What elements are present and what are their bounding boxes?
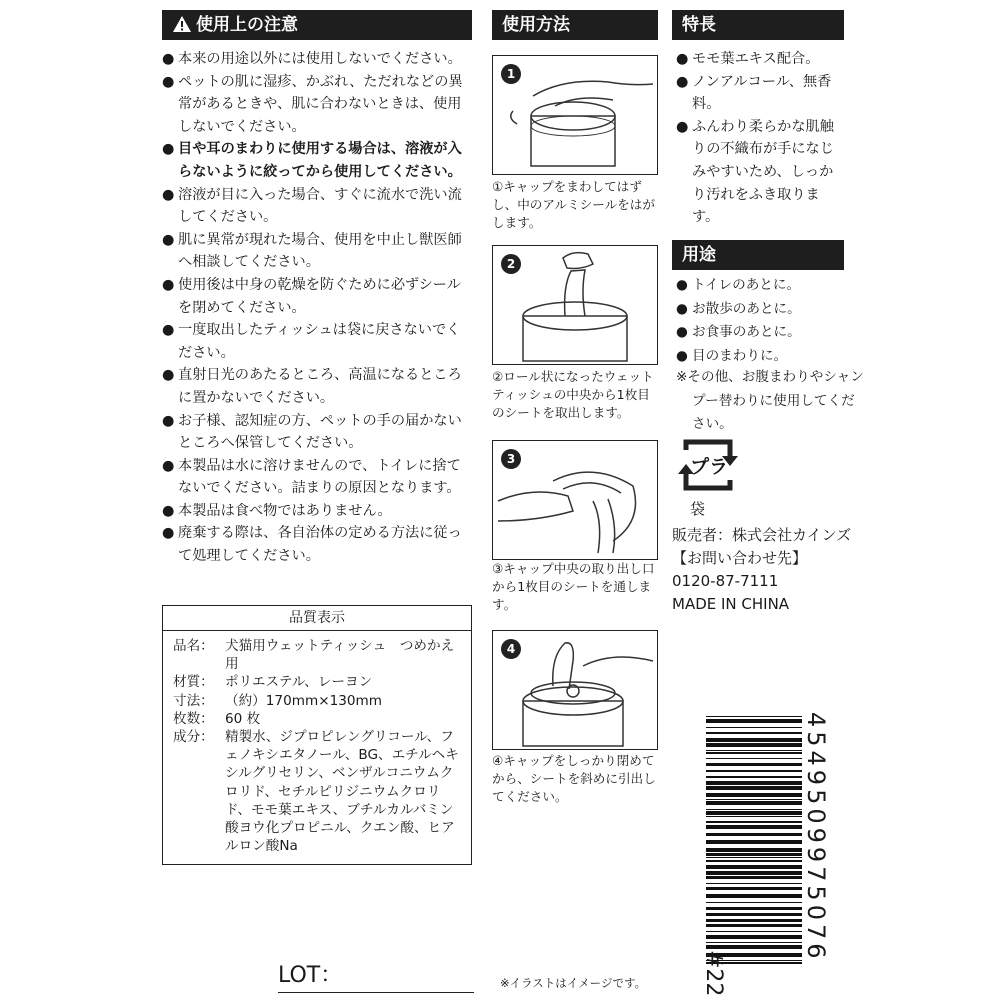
feature-item [676,48,842,71]
use-item [676,345,846,369]
barcode-bar [706,825,802,829]
step-2-caption: ②ロール状になったウェットティッシュの中央から1枚目のシートを取出します。 [492,369,654,420]
caution-item [162,138,472,183]
quality-row [173,673,471,691]
features-list [676,48,842,229]
barcode-number: 4549509975076 [802,712,830,963]
caution-item [162,48,472,71]
barcode-bar [706,840,802,844]
barcode-bar [706,887,802,890]
caution-item-text: 廃棄する際は、各自治体の定める方法に従って処理してください。 [178,525,462,565]
barcode-bar [706,743,802,747]
barcode-bar [706,833,802,836]
barcode-bar [706,907,802,910]
caution-item-text: 直射日光のあたるところ、高温になるところに置かないでください。 [178,367,462,406]
bullet-icon: ● [162,367,175,384]
bullet-icon: ● [162,457,175,474]
step-4-caption: ④キャップをしっかり閉めてから、シートを斜めに引出してください。 [492,753,656,804]
quality-title: 品質表示 [163,606,471,631]
use-item [676,274,846,298]
caution-item [162,364,472,409]
step-1-illustration [492,55,658,175]
bullet-icon: ● [676,73,689,90]
feature-item-text: モモ葉エキス配合。 [692,51,820,67]
barcode-bar [706,876,802,879]
barcode-bar [706,716,802,717]
barcode-bar [706,799,802,800]
uses-note: ※その他、お腹まわりやシャンプー替わりに使用してください。 [676,369,864,433]
use-item-text: お散歩のあとに。 [692,300,801,317]
seller-name: 販売者：株式会社カインズ [672,526,852,544]
uses-header [672,240,844,270]
barcode-bar [706,786,802,790]
caution-item-text: 本製品は食べ物ではありません。 [178,502,392,519]
caution-item [162,522,472,567]
barcode-bar [706,902,802,903]
barcode-bar [706,853,802,856]
barcode-bar [706,857,802,858]
caution-item [162,184,472,229]
barcode-bar [706,860,802,862]
step-1-number: 1 [501,64,521,84]
quality-row [173,728,471,855]
recycle-mark [678,438,738,498]
quality-row [173,637,471,673]
bullet-icon: ● [162,186,175,203]
barcode-bar [706,750,802,751]
contact-phone: 0120-87-7111 [672,572,779,590]
use-item-text: お食事のあとに。 [692,324,801,341]
step-4-illustration [492,630,658,750]
step-1-caption: ①キャップをまわしてはずし、中のアルミシールをはがします。 [492,179,655,230]
feature-item-text: ノンアルコール、無香料。 [692,73,832,113]
barcode-bar [706,809,802,810]
features-title: 特長 [682,15,716,35]
caution-item-text: 本来の用途以外には使用しないでください。 [178,51,462,67]
feature-item-text: ふんわり柔らかな肌触りの不織布が手になじみやすいため、しっかり汚れをふき取ります。 [692,118,834,226]
country-of-origin: MADE IN CHINA [672,595,790,613]
caution-title: 使用上の注意 [196,15,298,35]
feature-item [676,116,842,229]
caution-item [162,319,472,364]
illustration-note: ※イラストはイメージです。 [500,976,647,990]
quality-row [173,692,471,710]
usage-title: 使用方法 [502,15,570,35]
recycle-label-pla: プラ [690,456,729,478]
bullet-icon: ● [162,141,175,158]
lot-field [278,960,474,993]
caution-item-text: 一度取出したティッシュは袋に戻さないでください。 [178,322,461,361]
quality-value: 精製水、ジプロピレングリコール、フェノキシエタノール、BG、エチルヘキシルグリセリン、ベンザルコニウムクロリド、セチルピリジニウムクロリド、モモ葉エキス、ブチルカルバミン酸ヨウ化プロピニル、クエン酸、ヒアルロン酸Na [225,729,459,855]
quality-key: 品名： [173,638,214,654]
barcode-bar [706,945,802,949]
quality-key: 材質： [173,674,214,691]
uses-list [676,274,846,368]
barcode-bar [706,848,802,852]
step-2-number: 2 [501,254,521,274]
quality-value: 60 枚 [225,710,261,727]
use-item [676,298,846,322]
quality-key: 寸法： [173,692,214,709]
caution-item-text: 目や耳のまわりに使用する場合は、溶液が入らないように絞ってから使用してください。 [178,141,462,180]
use-item-text: 目のまわりに。 [692,347,788,364]
caution-item-text: 本製品は水に溶けませんので、トイレに捨てないでください。詰まりの原因となります。 [178,457,461,497]
caution-header [162,10,472,40]
step-2-illustration [492,245,658,365]
quality-value: 犬猫用ウェットティッシュ つめかえ用 [225,638,455,673]
quality-key: 枚数： [173,710,214,727]
barcode-bar [706,758,802,759]
caution-item [162,410,472,455]
quality-row [173,710,471,728]
caution-item [162,455,472,500]
barcode-code: #22 [701,950,726,997]
barcode-bar [706,719,802,723]
quality-label-box [162,605,472,865]
bullet-icon: ● [162,322,175,339]
barcode-bar [706,924,802,927]
bullet-icon: ● [162,276,175,293]
barcode-bar [706,811,802,815]
quality-value: （約）170mm×130mm [225,692,383,709]
caution-item-text: 肌に異常が現れた場合、使用を中止し獣医師へ相談してください。 [178,231,462,271]
barcode-bar [706,913,802,916]
barcode-bar [706,821,802,823]
bullet-icon: ● [162,51,175,67]
barcode-bar [706,801,802,805]
bullet-icon: ● [676,277,688,293]
caution-item [162,500,472,523]
caution-item-text: お子様、認知症の方、ペットの手の届かないところへ保管してください。 [178,412,462,452]
feature-item [676,71,842,116]
quality-value: ポリエステル、レーヨン [225,674,373,691]
quality-key: 成分： [173,729,214,746]
bullet-icon: ● [162,502,175,519]
barcode-bar [706,894,802,898]
barcode-bar [706,781,802,785]
barcode-bar [706,883,802,884]
barcode-bar [706,865,802,869]
barcode-bar [706,776,802,778]
caution-item-text: ペットの肌に湿疹、かぶれ、ただれなどの異常があるときや、肌に合わないときは、使用しないでください。 [178,73,463,135]
seller-info [672,524,852,616]
warning-icon [172,13,192,43]
bullet-icon: ● [162,412,175,429]
barcode-bar [706,931,802,932]
barcode-bar [706,770,802,772]
barcode-bar [706,935,802,939]
caution-item-text: 使用後は中身の乾燥を防ぐために必ずシールを閉めてください。 [178,276,461,316]
barcode-bar [706,942,802,943]
use-item [676,321,846,345]
step-4-number: 4 [501,639,521,659]
contact-heading: 【お問い合わせ先】 [672,549,808,567]
quality-rows [163,631,471,855]
caution-item [162,71,472,139]
barcode-bar [706,871,802,875]
barcode-bar [706,727,802,728]
caution-item [162,229,472,274]
barcode-bar [706,732,802,734]
bullet-icon: ● [676,118,689,135]
caution-item [162,274,472,319]
barcode-bar [706,738,802,742]
bullet-icon: ● [162,73,175,90]
barcode-bar [706,793,802,797]
bullet-icon: ● [162,525,175,542]
barcode-bar [706,763,802,766]
uses-title: 用途 [682,245,716,265]
features-header [672,10,844,40]
barcode-bar [706,752,802,754]
step-3-number: 3 [501,449,521,469]
bullet-icon: ● [162,231,175,248]
bullet-icon: ● [676,51,689,67]
bullet-icon: ● [676,324,688,341]
use-item-text: トイレのあとに。 [692,277,801,293]
step-3-illustration [492,440,658,560]
caution-list [162,48,472,568]
lot-label: LOT： [278,963,343,988]
recycle-material: 袋 [690,500,706,518]
usage-header [492,10,658,40]
step-3-caption: ③キャップ中央の取り出し口から1枚目のシートを通します。 [492,561,655,612]
barcode-bar [706,919,802,922]
bullet-icon: ● [676,300,688,317]
bullet-icon: ● [676,347,688,364]
caution-item-text: 溶液が目に入った場合、すぐに流水で洗い流してください。 [178,186,462,226]
barcode-bar [706,816,802,817]
